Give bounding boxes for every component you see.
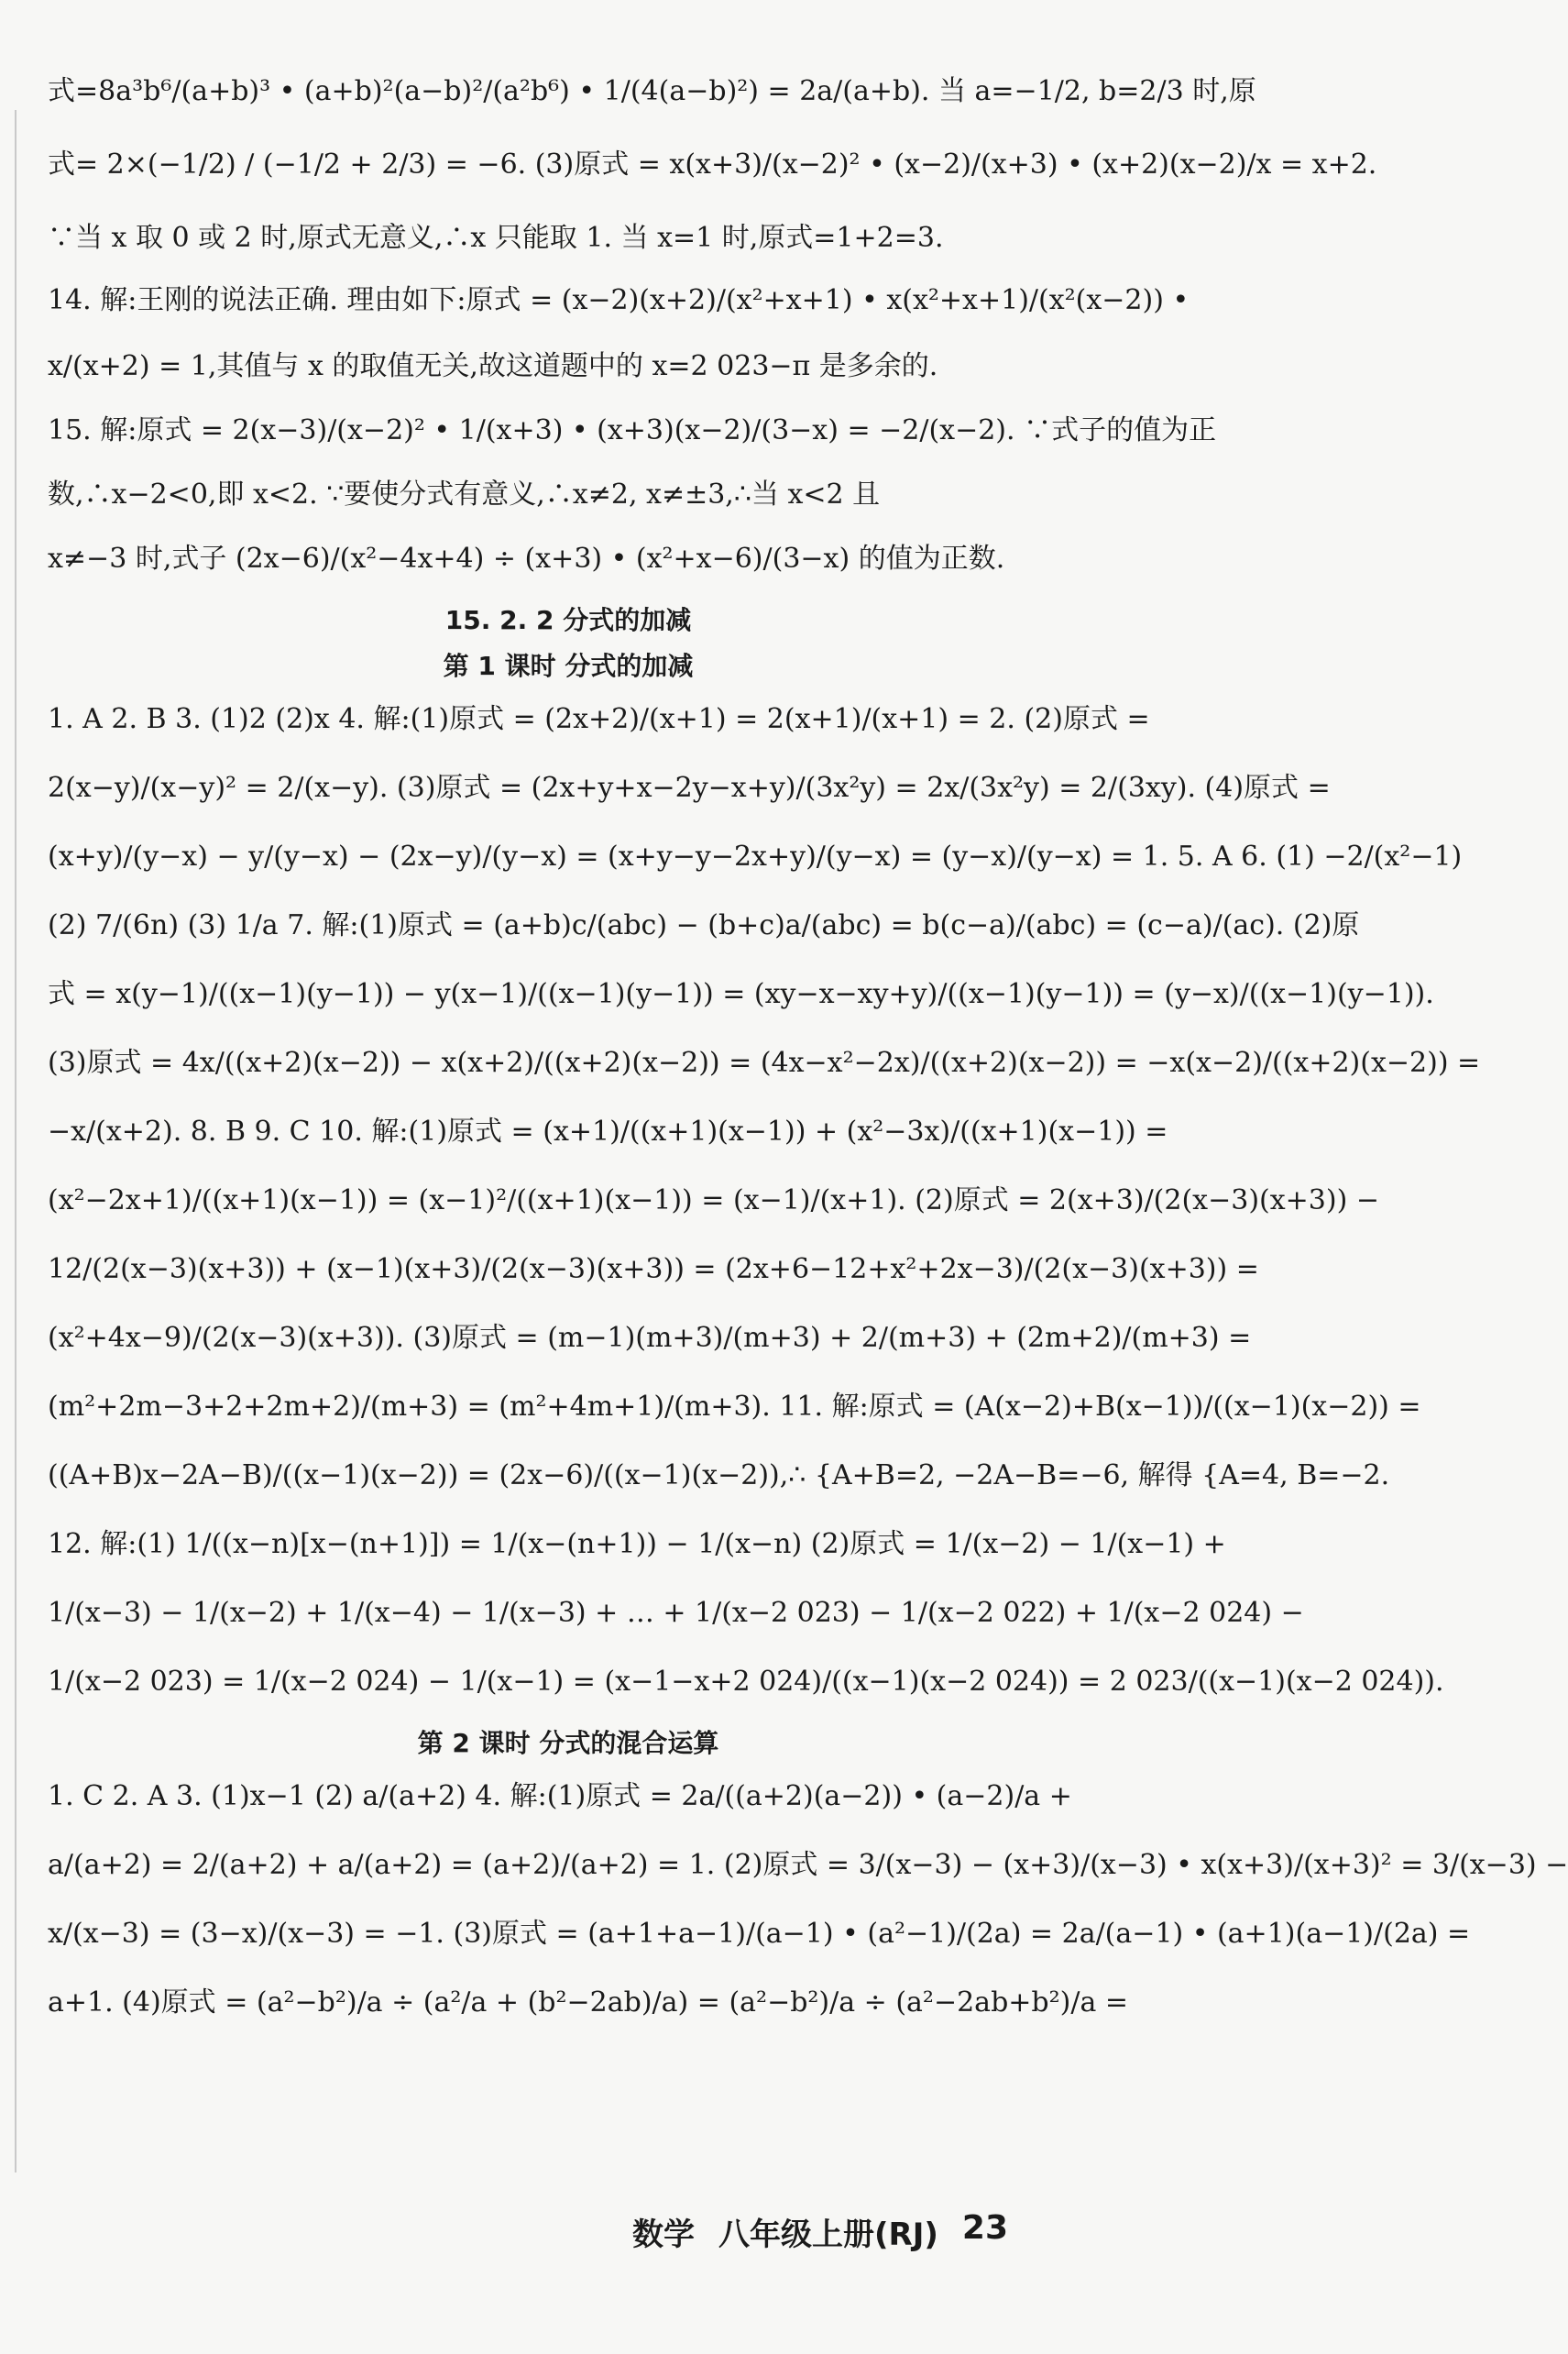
text-line: (m²+2m−3+2+2m+2)/(m+3) = (m²+4m+1)/(m+3). 11. 解:原式 = (A(x−2)+B(x−1))/((x−1)(x−2)) = — [48, 1391, 1421, 1423]
page-number: 23 — [961, 2209, 1008, 2247]
text-line: 2(x−y)/(x−y)² = 2/(x−y). (3)原式 = (2x+y+x−2y−x+y)/(3x²y) = 2x/(3x²y) = 2/(3xy). (4)原式 = — [48, 772, 1331, 804]
text-line: 式 = x(y−1)/((x−1)(y−1)) − y(x−1)/((x−1)(y−1)) = (xy−x−xy+y)/((x−1)(y−1)) = (y−x)/((x−1)(y−1)). — [48, 978, 1434, 1010]
text-line: −x/(x+2). 8. B 9. C 10. 解:(1)原式 = (x+1)/((x+1)(x−1)) + (x²−3x)/((x+1)(x−1)) = — [48, 1116, 1168, 1148]
text-line: ((A+B)x−2A−B)/((x−1)(x−2)) = (2x−6)/((x−1)(x−2)),∴ {A+B=2, −2A−B=−6, 解得 {A=4, B=−2. — [48, 1459, 1390, 1491]
text-line: 1. C 2. A 3. (1)x−1 (2) a/(a+2) 4. 解:(1)原式 = 2a/((a+2)(a−2)) • (a−2)/a + — [48, 1780, 1072, 1812]
page-footer — [632, 2209, 1008, 2254]
text-line: (x²+4x−9)/(2(x−3)(x+3)). (3)原式 = (m−1)(m+3)/(m+3) + 2/(m+3) + (2m+2)/(m+3) = — [48, 1322, 1252, 1354]
text-line: (2) 7/(6n) (3) 1/a 7. 解:(1)原式 = (a+b)c/(abc) − (b+c)a/(abc) = b(c−a)/(abc) = (c−a)/(ac). (2)原 — [48, 909, 1360, 941]
text-line: 14. 解:王刚的说法正确. 理由如下:原式 = (x−2)(x+2)/(x²+x+1) • x(x²+x+1)/(x²(x−2)) • — [48, 284, 1190, 316]
text-line: 数,∴x−2<0,即 x<2. ∵要使分式有意义,∴x≠2, x≠±3,∴当 x<2 且 — [48, 478, 881, 511]
footer-grade: 八年级上册(RJ) — [718, 2216, 938, 2253]
text-line: 式= 2×(−1/2) / (−1/2 + 2/3) = −6. (3)原式 = x(x+3)/(x−2)² • (x−2)/(x+3) • (x+2)(x−2)/x = x+2. — [48, 148, 1377, 181]
text-line: 1/(x−2 023) = 1/(x−2 024) − 1/(x−1) = (x−1−x+2 024)/((x−1)(x−2 024)) = 2 023/((x−1)(x−2 024)). — [48, 1666, 1444, 1698]
text-line: 式=8a³b⁶/(a+b)³ • (a+b)²(a−b)²/(a²b⁶) • 1/(4(a−b)²) = 2a/(a+b). 当 a=−1/2, b=2/3 时,原 — [48, 75, 1256, 107]
lesson-heading: 第 1 课时 分式的加减 — [443, 651, 694, 681]
text-line: (3)原式 = 4x/((x+2)(x−2)) − x(x+2)/((x+2)(x−2)) = (4x−x²−2x)/((x+2)(x−2)) = −x(x−2)/((x+2)(x−2)) = — [48, 1047, 1481, 1079]
text-line: a+1. (4)原式 = (a²−b²)/a ÷ (a²/a + (b²−2ab)/a) = (a²−b²)/a ÷ (a²−2ab+b²)/a = — [48, 1986, 1129, 2018]
text-line: 12/(2(x−3)(x+3)) + (x−1)(x+3)/(2(x−3)(x+3)) = (2x+6−12+x²+2x−3)/(2(x−3)(x+3)) = — [48, 1253, 1259, 1285]
text-line: a/(a+2) = 2/(a+2) + a/(a+2) = (a+2)/(a+2) = 1. (2)原式 = 3/(x−3) − (x+3)/(x−3) • x(x+3)/(x+3)² = 3/(x−3) − — [48, 1849, 1568, 1881]
text-line: 1/(x−3) − 1/(x−2) + 1/(x−4) − 1/(x−3) + … + 1/(x−2 023) − 1/(x−2 022) + 1/(x−2 024) − — [48, 1597, 1304, 1629]
footer-subject: 数学 — [631, 2216, 695, 2253]
text-line: x≠−3 时,式子 (2x−6)/(x²−4x+4) ÷ (x+3) • (x²+x−6)/(3−x) 的值为正数. — [48, 543, 1005, 575]
lesson-heading: 第 2 课时 分式的混合运算 — [417, 1728, 719, 1758]
text-line: 12. 解:(1) 1/((x−n)[x−(n+1)]) = 1/(x−(n+1)) − 1/(x−n) (2)原式 = 1/(x−2) − 1/(x−1) + — [48, 1528, 1226, 1560]
text-line: ∵当 x 取 0 或 2 时,原式无意义,∴x 只能取 1. 当 x=1 时,原式=1+2=3. — [48, 222, 944, 254]
section-heading: 15. 2. 2 分式的加减 — [444, 605, 692, 635]
text-line: 15. 解:原式 = 2(x−3)/(x−2)² • 1/(x+3) • (x+3)(x−2)/(3−x) = −2/(x−2). ∵式子的值为正 — [48, 414, 1217, 446]
text-line: 1. A 2. B 3. (1)2 (2)x 4. 解:(1)原式 = (2x+2)/(x+1) = 2(x+1)/(x+1) = 2. (2)原式 = — [48, 703, 1150, 735]
text-line: (x²−2x+1)/((x+1)(x−1)) = (x−1)²/((x+1)(x−1)) = (x−1)/(x+1). (2)原式 = 2(x+3)/(2(x−3)(x+3)) − — [48, 1184, 1379, 1216]
text-line: x/(x−3) = (3−x)/(x−3) = −1. (3)原式 = (a+1+a−1)/(a−1) • (a²−1)/(2a) = 2a/(a−1) • (a+1)(a−1)/(2a) = — [48, 1918, 1471, 1950]
margin-rule — [15, 110, 16, 2172]
text-line: (x+y)/(y−x) − y/(y−x) − (2x−y)/(y−x) = (x+y−y−2x+y)/(y−x) = (y−x)/(y−x) = 1. 5. A 6. (1) −2/(x²−1) — [48, 841, 1463, 873]
text-line: x/(x+2) = 1,其值与 x 的取值无关,故这道题中的 x=2 023−π 是多余的. — [48, 350, 938, 382]
